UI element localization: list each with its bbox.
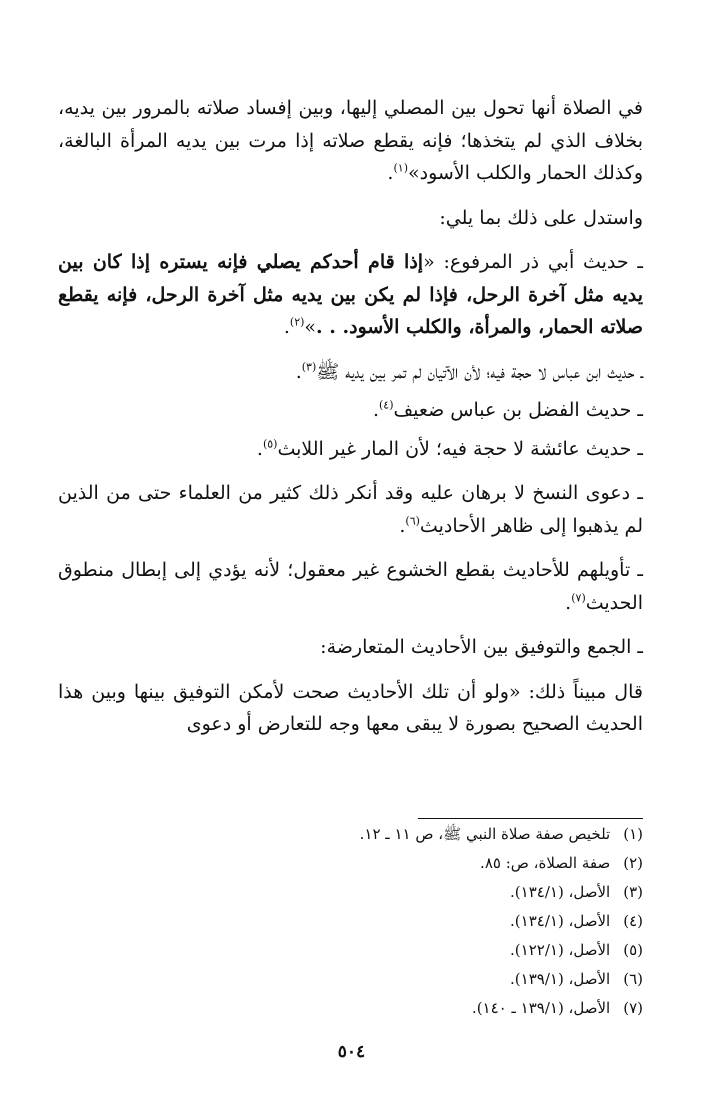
footnotes: [58, 820, 643, 1023]
paragraph-3: ـ حديث أبي ذر المرفوع: «إذا قام أحدكم يصلي فإنه يستره إذا كان بين يديه مثل آخرة الرحل، فإذا لم يكن بين يديه مثل آخرة الرحل، فإنه يقطع صلاته الحمار، والمرأة، والكلب الأسود. . .»$^{(٢)}$.: [58, 251, 643, 338]
footnote-6: (٦) الأصل، (١٣٩/١).: [510, 970, 643, 988]
footnote-ref-4: (٤): [379, 398, 394, 412]
footnote-ref-1: (١): [393, 161, 408, 175]
main-text: [58, 92, 643, 753]
footnote-ref-2: (٢): [289, 315, 305, 329]
paragraph-9: ـ الجمع والتوفيق بين الأحاديث المتعارضة:: [320, 636, 643, 658]
footnote-ref-6: (٦): [405, 514, 420, 528]
footnote-7: (٧) الأصل، (١٣٩/١ ـ ١٤٠).: [471, 999, 643, 1017]
footnote-3: (٣) الأصل، (١٣٤/١).: [510, 883, 643, 901]
footnote-2: (٢) صفة الصلاة، ص: ٨٥.: [480, 854, 643, 872]
hadith-quote: إذا قام أحدكم يصلي فإنه يستره إذا كان بين يديه مثل آخرة الرحل، فإذا لم يكن بين يديه مثل آخرة الرحل، فإنه يقطع صلاته الحمار، والمرأة، والكلب الأسود. . .: [58, 251, 643, 338]
paragraph-4: ـ حديث ابن عباس لا حجة فيه؛ لأن الآتيان لم تمر بين يديه ﷺ$^{(٣)}$.: [295, 360, 643, 383]
paragraph-1: في الصلاة أنها تحول بين المصلي إليها، وبين إفساد صلاته بالمرور بين يديه، بخلاف الذي لم يتخذها؛ فإنه يقطع صلاته إذا مرت بين يديه المرأة البالغة، وكذلك الحمار والكلب الأسود»$^{(١)}$.: [58, 97, 643, 184]
footnote-divider: [418, 818, 643, 819]
paragraph-10: قال مبيناً ذلك: «ولو أن تلك الأحاديث صحت لأمكن التوفيق بينها وبين هذا الحديث الصحيح بصورة لا يبقى معها وجه للتعارض أو دعوى: [58, 680, 643, 735]
paragraph-6: ـ حديث عائشة لا حجة فيه؛ لأن المار غير اللابث$^{(٥)}$.: [256, 437, 643, 460]
footnote-ref-5: (٥): [262, 437, 278, 451]
paragraph-2: واستدل على ذلك بما يلي:: [439, 206, 643, 229]
footnote-5: (٥) الأصل، (١٢٢/١).: [510, 941, 643, 959]
paragraph-7: ـ دعوى النسخ لا برهان عليه وقد أنكر ذلك كثير من العلماء حتى من الذين لم يذهبوا إلى ظاهر الأحاديث$^{(٦)}$.: [58, 482, 643, 537]
footnote-ref-7: (٧): [571, 591, 586, 605]
footnote-ref-3: (٣): [301, 360, 317, 374]
footnote-4: (٤) الأصل، (١٣٤/١).: [510, 912, 643, 930]
page-number: ٥٠٤: [337, 1042, 366, 1062]
footnote-1: (١) تلخيص صفة صلاة النبي ﷺ، ص ١١ ـ ١٢.: [359, 825, 643, 843]
paragraph-8: ـ تأويلهم للأحاديث بقطع الخشوع غير معقول؛ لأنه يؤدي إلى إبطال منطوق الحديث$^{(٧)}$.: [58, 559, 643, 614]
paragraph-5: ـ حديث الفضل بن عباس ضعيف$^{(٤)}$.: [372, 398, 643, 421]
